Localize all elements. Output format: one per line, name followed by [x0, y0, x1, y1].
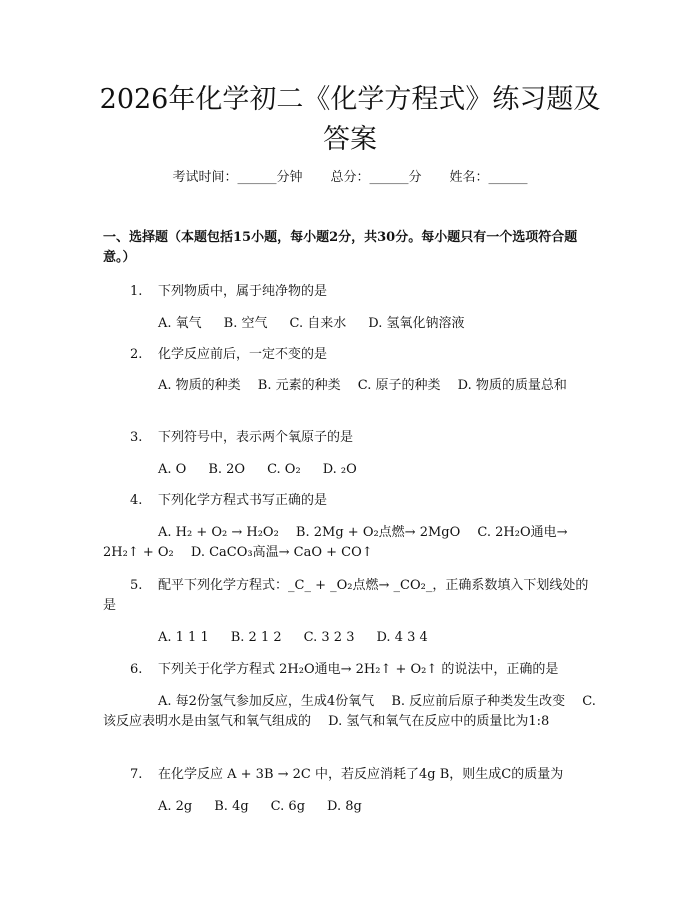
question-number: 4.	[130, 493, 143, 508]
question-1	[103, 282, 603, 302]
question-5-options	[103, 628, 600, 648]
section-heading: 一、选择题（本题包括15小题，每小题2分，共30分。每小题只有一个选项符合题意。）	[103, 230, 578, 265]
option-c: C. 6g	[270, 799, 306, 814]
question-3-options	[103, 460, 600, 480]
option-c: C. O₂	[267, 462, 301, 477]
option-c: C. 3 2 3	[303, 630, 355, 645]
option-b: B. 4g	[214, 799, 249, 814]
question-number: 5.	[130, 578, 143, 593]
question-stem: 化学反应前后，一定不变的是	[158, 347, 328, 362]
option-a: A. 1 1 1	[158, 630, 209, 645]
exam-info-line	[0, 168, 700, 188]
question-stem: 下列关于化学方程式 2H₂O通电→ 2H₂↑ + O₂↑ 的说法中，正确的是	[158, 662, 559, 677]
option-b: B. 2O	[208, 462, 246, 477]
page-title: 2026年化学初二《化学方程式》练习题及答案	[99, 84, 601, 155]
question-3	[103, 428, 603, 448]
question-number: 1.	[130, 284, 143, 299]
option-d: D. 氢氧化钠溶液	[368, 316, 465, 331]
exam-time-field: 考试时间：______分钟	[172, 170, 303, 185]
question-6-options: A. 每2份氢气参加反应，生成4份氧气 B. 反应前后原子种类发生改变 C. 该反应表明水是由氢气和氧气组成的 D. 氢气和氧气在反应中的质量比为1:8	[103, 694, 596, 729]
question-stem: 下列物质中，属于纯净物的是	[158, 284, 328, 299]
student-name-field: 姓名：______	[449, 170, 528, 185]
option-a: A. 氧气	[158, 316, 202, 331]
question-stem: 下列符号中，表示两个氧原子的是	[158, 430, 354, 445]
total-score-field: 总分：______分	[330, 170, 422, 185]
question-stem: 下列化学方程式书写正确的是	[158, 493, 328, 508]
question-number: 7.	[130, 767, 143, 782]
option-d: D. 4 3 4	[376, 630, 428, 645]
option-d: D. ₂O	[322, 462, 357, 477]
question-5	[103, 576, 600, 616]
option-d: D. 8g	[327, 799, 362, 814]
option-c: C. 自来水	[289, 316, 347, 331]
option-a: A. O	[158, 462, 187, 477]
question-7-options	[103, 797, 600, 817]
question-4	[103, 491, 603, 511]
question-4-options: A. H₂ + O₂ → H₂O₂ B. 2Mg + O₂点燃→ 2MgO C. 2H₂O通电→ 2H₂↑ + O₂ D. CaCO₃高温→ CaO + CO↑	[103, 525, 568, 560]
question-2-options: A. 物质的种类 B. 元素的种类 C. 原子的种类 D. 物质的质量总和	[158, 378, 567, 393]
option-b: B. 2 1 2	[230, 630, 282, 645]
question-7	[103, 765, 603, 785]
question-6	[103, 660, 603, 680]
question-1-options	[103, 314, 600, 334]
question-number: 6.	[130, 662, 143, 677]
question-stem: 配平下列化学方程式：_C_ + _O₂点燃→ _CO₂_，正确系数填入下划线处的是	[103, 578, 589, 613]
option-a: A. 2g	[158, 799, 193, 814]
option-b: B. 空气	[223, 316, 268, 331]
question-2	[103, 345, 603, 365]
question-stem: 在化学反应 A + 3B → 2C 中，若反应消耗了4g B，则生成C的质量为	[158, 767, 564, 782]
question-number: 2.	[130, 347, 143, 362]
question-number: 3.	[130, 430, 143, 445]
